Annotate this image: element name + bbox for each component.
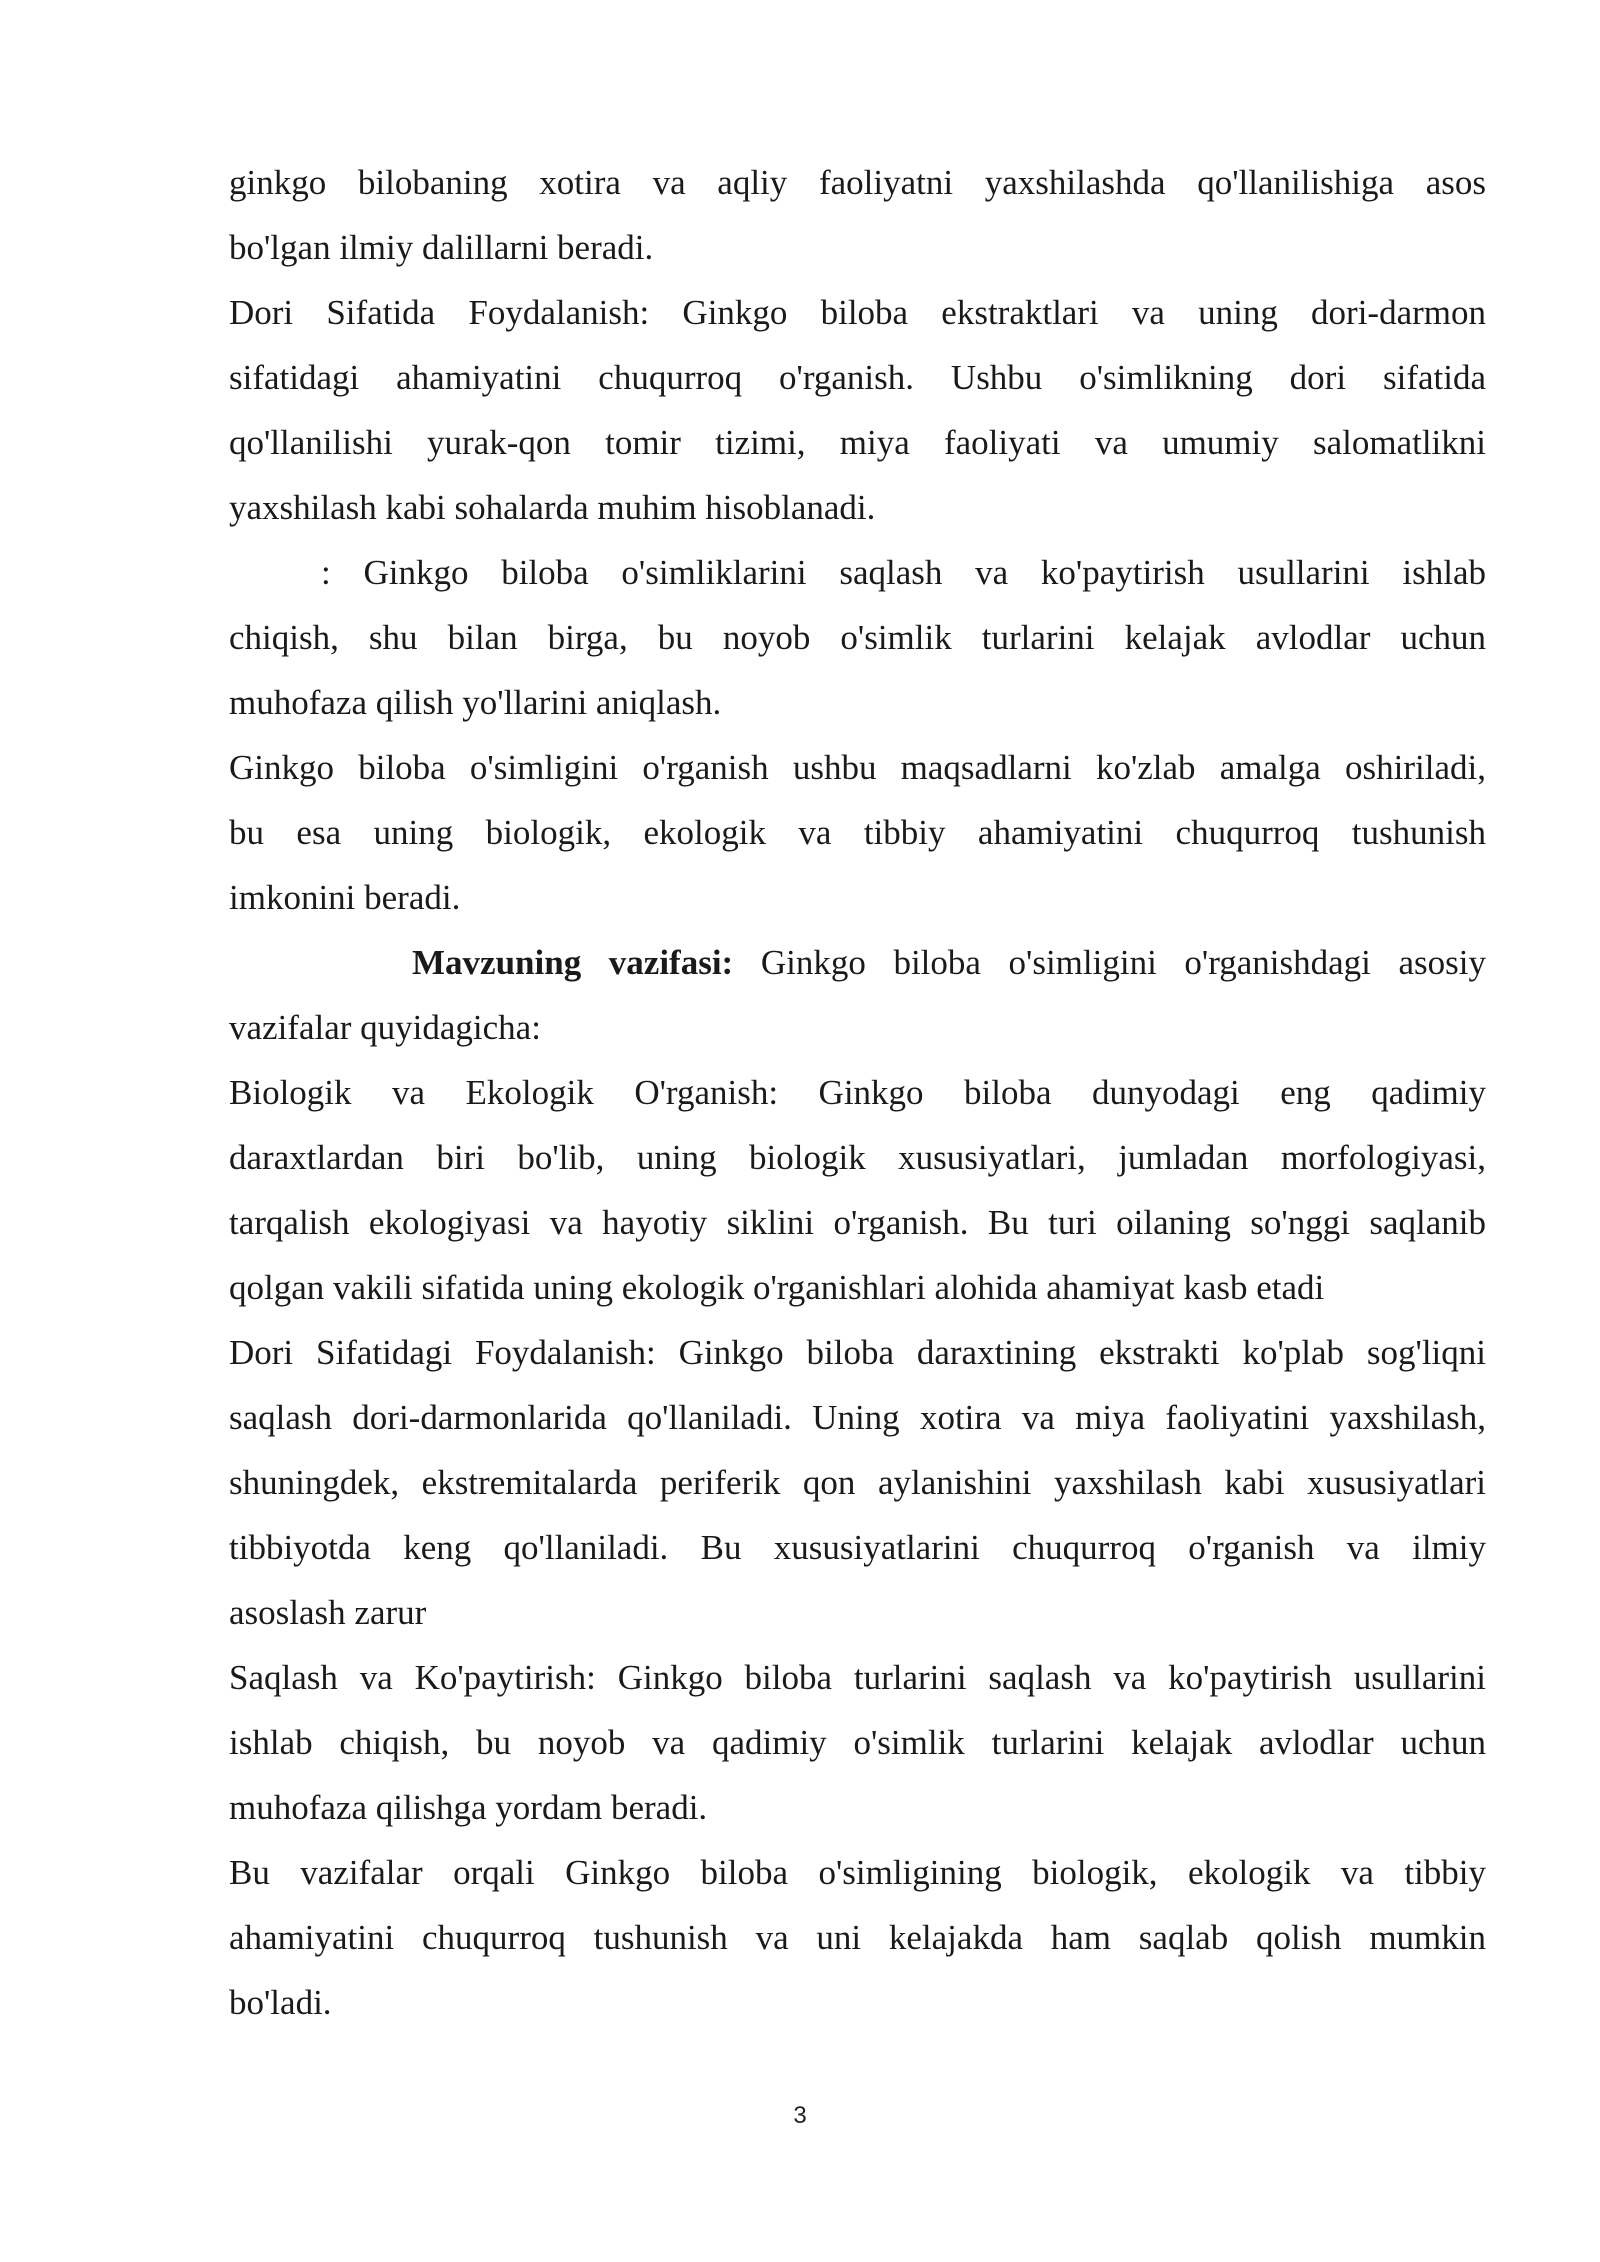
- text-line: bo'lgan ilmiy dalillarni beradi.: [229, 228, 654, 267]
- text-line: Dori Sifatidagi Foydalanish: Ginkgo biloba daraxtining ekstrakti ko'plab sog'liqni: [229, 1333, 1486, 1372]
- text-line: tarqalish ekologiyasi va hayotiy siklini o'rganish. Bu turi oilaning so'nggi saqlanib: [229, 1203, 1486, 1242]
- text-line: sifatidagi ahamiyatini chuqurroq o'rganish. Ushbu o'simlikning dori sifatida: [229, 358, 1486, 397]
- text-line: ahamiyatini chuqurroq tushunish va uni kelajakda ham saqlab qolish mumkin: [229, 1918, 1486, 1957]
- text-line: asoslash zarur: [229, 1593, 427, 1632]
- text-line: ginkgo bilobaning xotira va aqliy faoliyatni yaxshilashda qo'llanilishiga asos: [229, 163, 1486, 202]
- text-line: muhofaza qilishga yordam beradi.: [229, 1788, 708, 1827]
- page-number: 3: [793, 2102, 807, 2129]
- text-line: chiqish, shu bilan birga, bu noyob o'simlik turlarini kelajak avlodlar uchun: [229, 618, 1486, 657]
- text-line: ishlab chiqish, bu noyob va qadimiy o'simlik turlarini kelajak avlodlar uchun: [229, 1723, 1486, 1762]
- text-line: Dori Sifatida Foydalanish: Ginkgo biloba ekstraktlari va uning dori-darmon: [229, 293, 1486, 332]
- document-page: [229, 150, 1486, 2035]
- text-line: bo'ladi.: [229, 1983, 332, 2022]
- text-line: qolgan vakili sifatida uning ekologik o'rganishlari alohida ahamiyat kasb etadi: [229, 1268, 1325, 1307]
- task-heading-label: Mavzuning vazifasi:: [412, 943, 734, 982]
- text-line: qo'llanilishi yurak-qon tomir tizimi, miya faoliyati va umumiy salomatlikni: [229, 423, 1486, 462]
- text-line: vazifalar quyidagicha:: [229, 1008, 541, 1047]
- text-line: saqlash dori-darmonlarida qo'llaniladi. Uning xotira va miya faoliyatini yaxshilash,: [229, 1398, 1486, 1437]
- text-line: tibbiyotda keng qo'llaniladi. Bu xususiyatlarini chuqurroq o'rganish va ilmiy: [229, 1528, 1486, 1567]
- text-line: Bu vazifalar orqali Ginkgo biloba o'simligining biologik, ekologik va tibbiy: [229, 1853, 1486, 1892]
- text-line: Biologik va Ekologik O'rganish: Ginkgo biloba dunyodagi eng qadimiy: [229, 1073, 1486, 1112]
- text-line: Saqlash va Ko'paytirish: Ginkgo biloba turlarini saqlash va ko'paytirish usullarini: [229, 1658, 1486, 1697]
- text-line: bu esa uning biologik, ekologik va tibbiy ahamiyatini chuqurroq tushunish: [229, 813, 1486, 852]
- text-line: imkonini beradi.: [229, 878, 461, 917]
- text-line: yaxshilash kabi sohalarda muhim hisoblanadi.: [229, 488, 876, 527]
- text-line: : Ginkgo biloba o'simliklarini saqlash va ko'paytirish usullarini ishlab: [321, 553, 1486, 592]
- text-line: Ginkgo biloba o'simligini o'rganish ushbu maqsadlarni ko'zlab amalga oshiriladi,: [229, 748, 1486, 787]
- text-line: muhofaza qilish yo'llarini aniqlash.: [229, 683, 722, 722]
- text-line: daraxtlardan biri bo'lib, uning biologik xususiyatlari, jumladan morfologiyasi,: [229, 1138, 1486, 1177]
- text-line: shuningdek, ekstremitalarda periferik qon aylanishini yaxshilash kabi xususiyatlari: [229, 1463, 1486, 1502]
- task-heading-line: [229, 930, 1486, 995]
- task-heading-text: Ginkgo biloba o'simligini o'rganishdagi asosiy: [733, 943, 1486, 982]
